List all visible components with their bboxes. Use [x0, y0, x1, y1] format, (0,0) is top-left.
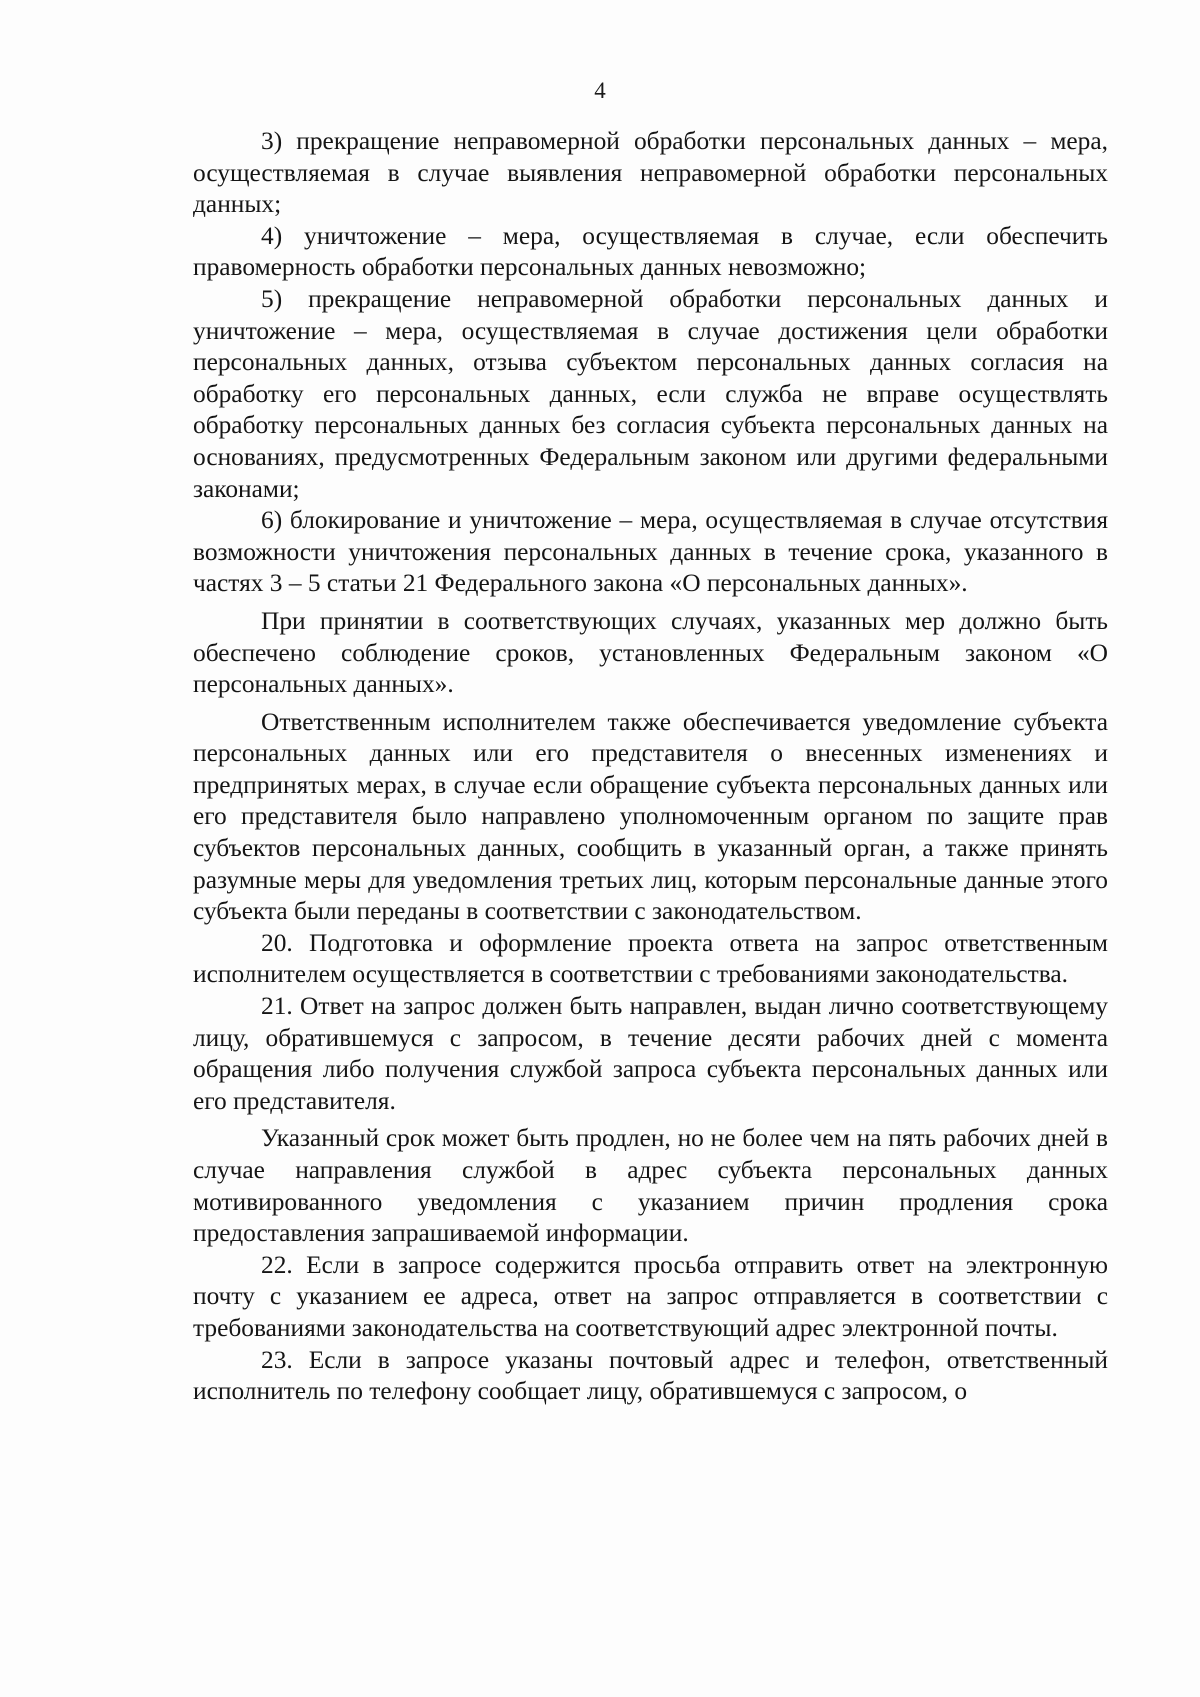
paragraph-deadlines: При принятии в соответствующих случаях, указанных мер должно быть обеспечено соблюдение сроков, установленных Федеральным законом «О персональных данных».: [193, 606, 1108, 699]
paragraph-point-21: 21. Ответ на запрос должен быть направлен, выдан лично соответствующему лицу, обратившемуся с запросом, в течение десяти рабочих дней с момента обращения либо получения службой запроса субъекта персональных данных или его представителя.: [193, 992, 1108, 1115]
paragraph-item-5: 5) прекращение неправомерной обработки персональных данных и уничтожение – мера, осуществляемая в случае достижения цели обработки персональных данных, отзыва субъектом персональных данных согласия на обработку его персональных данных, если служба не вправе осуществлять обработку персональных данных без согласия субъекта персональных данных на основаниях, предусмотренных Федеральным законом или другими федеральными законами;: [193, 284, 1108, 503]
paragraph-notification: Ответственным исполнителем также обеспечивается уведомление субъекта персональных данных или его представителя о внесенных изменениях и предпринятых мерах, в случае если обращение субъекта персональных данных или его представителя было направлено уполномоченным органом по защите прав субъектов персональных данных, сообщить в указанный орган, а также принять разумные меры для уведомления третьих лиц, которым персональные данные этого субъекта были переданы в соответствии с законодательством.: [193, 707, 1108, 926]
document-body: [193, 126, 1108, 1408]
paragraph-point-22: 22. Если в запросе содержится просьба отправить ответ на электронную почту с указанием ее адреса, ответ на запрос отправляется в соответствии с требованиями законодательства на соответствующий адрес электронной почты.: [193, 1250, 1108, 1342]
paragraph-item-4: 4) уничтожение – мера, осуществляемая в случае, если обеспечить правомерность обработки персональных данных невозможно;: [193, 221, 1108, 282]
page-number: 4: [594, 78, 606, 103]
paragraph-item-6: 6) блокирование и уничтожение – мера, осуществляемая в случае отсутствия возможности уничтожения персональных данных в течение срока, указанного в частях 3 – 5 статьи 21 Федерального закона «О персональных данных».: [193, 506, 1108, 598]
paragraph-point-20: 20. Подготовка и оформление проекта ответа на запрос ответственным исполнителем осуществляется в соответствии с требованиями законодательства.: [193, 928, 1108, 989]
paragraph-item-3: 3) прекращение неправомерной обработки персональных данных – мера, осуществляемая в случае выявления неправомерной обработки персональных данных;: [193, 127, 1108, 219]
paragraph-point-23: 23. Если в запросе указаны почтовый адрес и телефон, ответственный исполнитель по телефону сообщает лицу, обратившемуся с запросом, о: [193, 1345, 1108, 1406]
paragraph-extension: Указанный срок может быть продлен, но не более чем на пять рабочих дней в случае направления службой в адрес субъекта персональных данных мотивированного уведомления с указанием причин продления срока предоставления запрашиваемой информации.: [193, 1124, 1108, 1248]
